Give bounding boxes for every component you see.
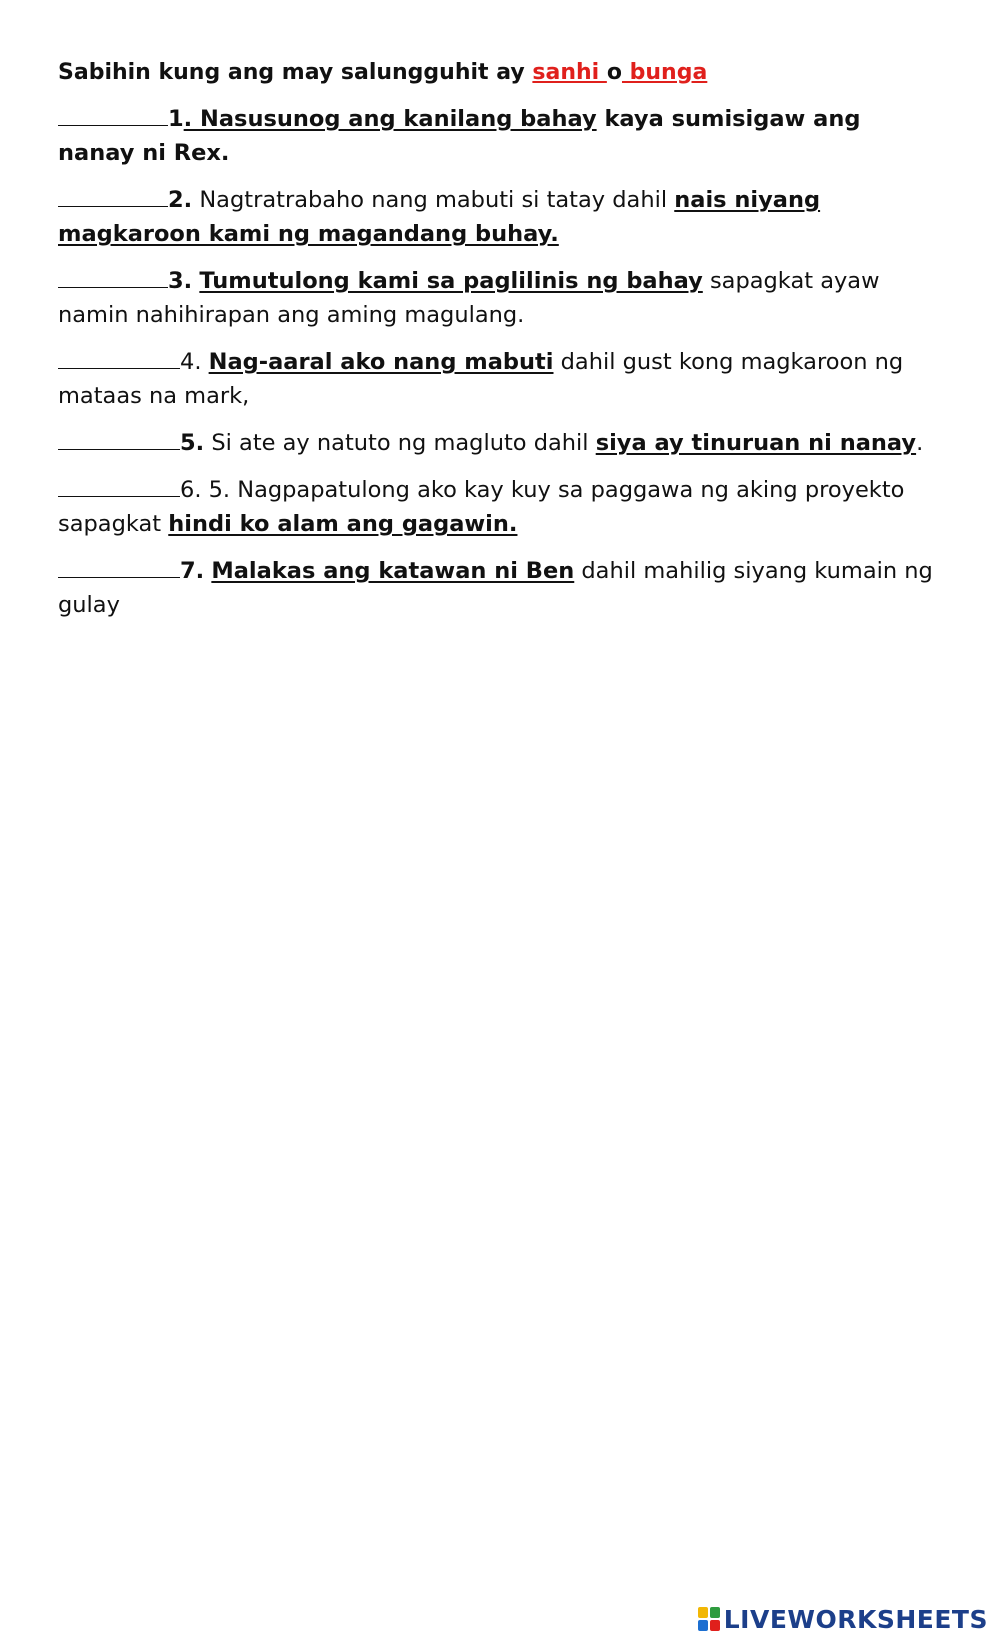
item-pre: Si ate ay natuto ng magluto dahil [204,430,596,456]
answer-blank-2[interactable] [58,184,168,207]
logo-block [710,1607,720,1618]
item-number: 1 [168,106,184,132]
item-3 [58,264,938,332]
item-number: 4. [180,349,202,375]
logo-block [710,1620,720,1631]
item-rest: dahil mahilig siyang kumain ng gulay [58,558,933,618]
option-connector: o [606,60,622,85]
item-number: 3. [168,268,193,294]
item-pre: 5. Nagpapatulong ako kay kuy sa paggawa ng aking proyekto sapagkat [58,477,905,537]
logo-text: LIVEWORKSHEETS [723,1604,988,1634]
item-2 [58,183,938,251]
instruction [58,56,938,90]
item-rest: . [916,430,924,456]
underlined-phrase: nais niyang magkaroon kami ng magandang buhay. [58,187,821,247]
underlined-phrase: . Nasusunog ang kanilang bahay [183,106,597,132]
item-rest: sapagkat ayaw namin nahihirapan ang aming magulang. [58,268,880,328]
item-number: 2. [168,187,193,213]
answer-blank-7[interactable] [58,555,180,578]
answer-blank-3[interactable] [58,265,168,288]
worksheet [58,56,938,635]
option-bunga: bunga [621,60,708,85]
item-number: 6. [180,477,202,503]
answer-blank-6[interactable] [58,474,180,497]
logo-block [698,1620,708,1631]
underlined-phrase: Tumutulong kami sa paglilinis ng bahay [199,268,703,294]
item-rest: kaya sumisigaw ang nanay ni Rex. [58,106,861,166]
item-number: 7. [180,558,205,584]
item-pre: Nagtratrabaho nang mabuti si tatay dahil [192,187,675,213]
answer-blank-1[interactable] [58,103,168,126]
option-sanhi: sanhi [532,60,607,85]
underlined-phrase: hindi ko alam ang gagawin. [168,511,518,537]
underlined-phrase: siya ay tinuruan ni nanay [595,430,917,456]
instruction-text: Sabihin kung ang may salungguhit ay [58,60,533,85]
answer-blank-5[interactable] [58,427,180,450]
item-4 [58,345,938,413]
item-1 [58,102,938,170]
underlined-phrase: Nag-aaral ako nang mabuti [208,349,554,375]
item-6 [58,473,938,541]
item-rest: dahil gust kong magkaroon ng mataas na mark, [58,349,904,409]
answer-blank-4[interactable] [58,346,180,369]
underlined-phrase: Malakas ang katawan ni Ben [211,558,575,584]
item-7 [58,554,938,622]
logo-block [698,1607,708,1618]
liveworksheets-logo [698,1604,988,1634]
item-number: 5. [180,430,205,456]
item-5 [58,426,938,460]
logo-blocks-icon [698,1607,720,1631]
